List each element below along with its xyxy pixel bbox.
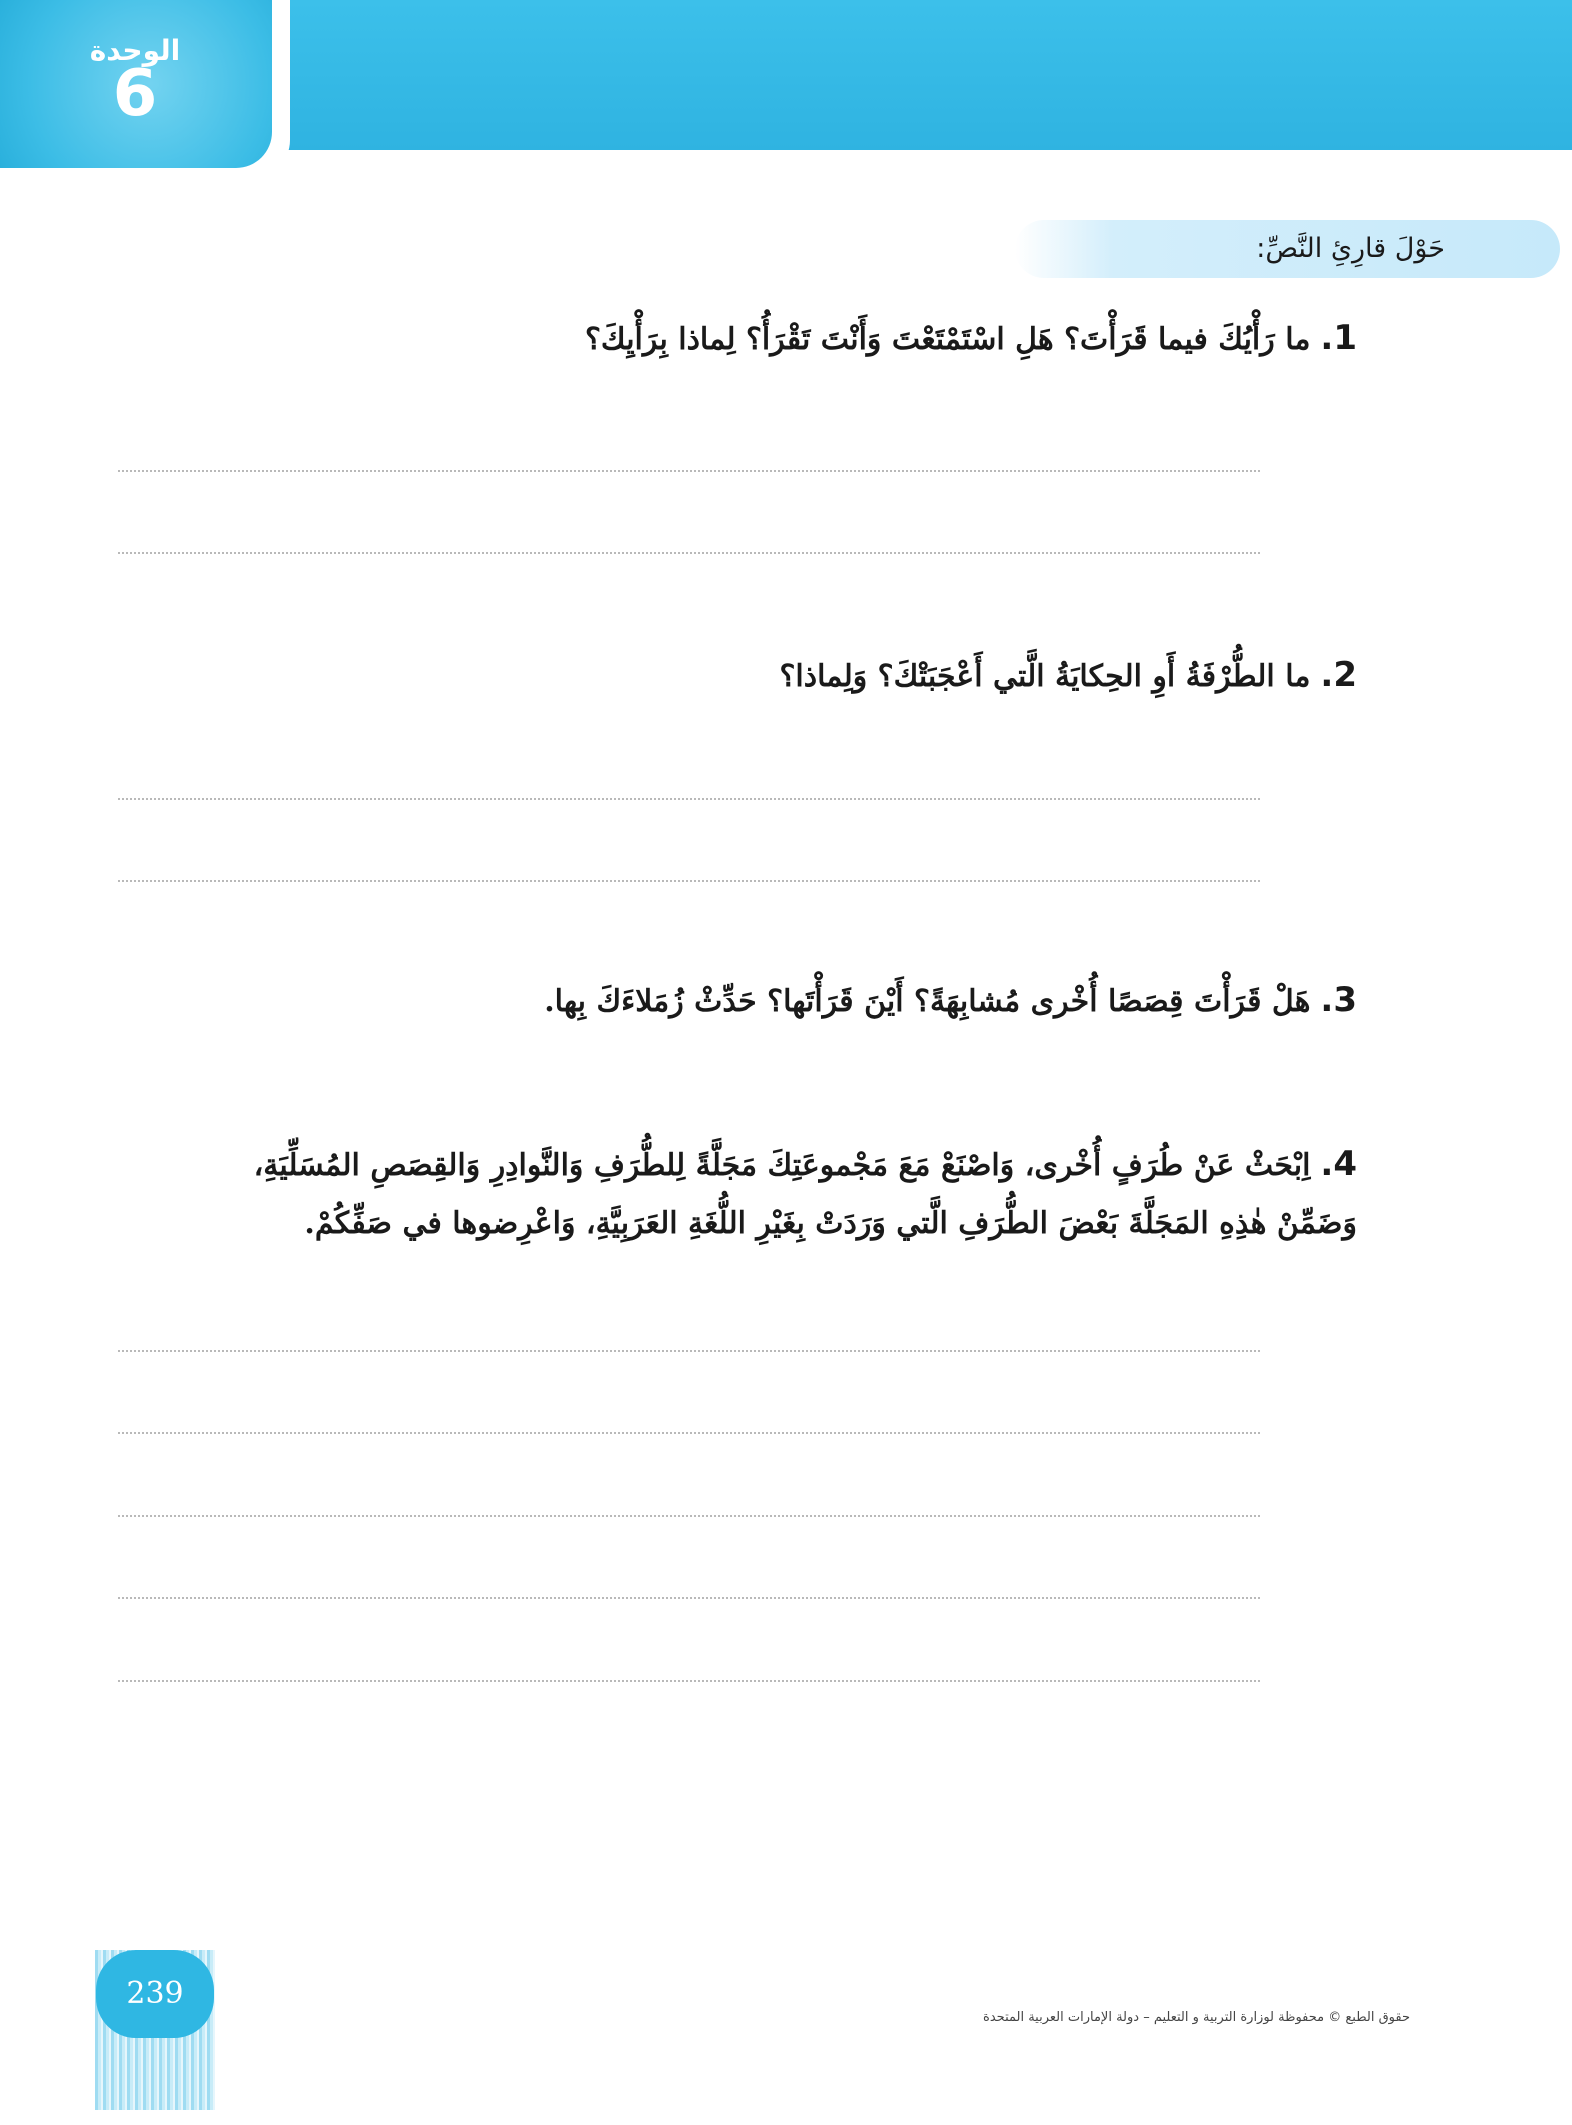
question-1 (117, 318, 1357, 358)
question-4-line-1 (117, 1135, 1357, 1195)
question-4-text-line-2: وَضَمِّنْ هٰذِهِ المَجَلَّةَ بَعْضَ الطُّرَفِ الَّتي وَرَدَتْ بِغَيْرِ اللُّغَةِ العَرَبِيَّةِ، وَاعْرِضوها في صَفِّكُمْ. (304, 1206, 1357, 1241)
question-1-text: ما رَأْيُكَ فيما قَرَأْتَ؟ هَلِ اسْتَمْتَعْتَ وَأَنْتَ تَقْرَأُ؟ لِماذا بِرَأْيِكَ؟ (585, 322, 1311, 357)
answer-line[interactable] (118, 552, 1260, 554)
footer-copyright: حقوق الطبع © محفوظة لوزارة التربية و التعليم – دولة الإمارات العربية المتحدة (983, 2010, 1410, 2025)
answer-line[interactable] (118, 880, 1260, 882)
question-4 (117, 1135, 1357, 1253)
question-3-text: هَلْ قَرَأْتَ قِصَصًا أُخْرى مُشابِهَةً؟ أَيْنَ قَرَأْتَها؟ حَدِّثْ زُمَلاءَكَ بِها. (544, 984, 1311, 1019)
unit-label: الوحدة (89, 34, 181, 67)
question-3 (117, 980, 1357, 1020)
answer-line[interactable] (118, 1432, 1260, 1434)
question-4-text-line-1: اِبْحَثْ عَنْ طُرَفٍ أُخْرى، وَاصْنَعْ مَعَ مَجْموعَتِكَ مَجَلَّةً لِلطُّرَفِ وَالنَّوادِرِ وَالقِصَصِ المُسَلِّيَةِ، (253, 1148, 1311, 1183)
answer-line[interactable] (118, 1597, 1260, 1599)
page-number: 239 (96, 1950, 214, 2038)
answer-line[interactable] (118, 1350, 1260, 1352)
section-title: حَوْلَ قارِئِ النَّصِّ: (1256, 233, 1445, 264)
unit-number: 6 (112, 57, 158, 131)
unit-badge (0, 0, 272, 168)
answer-line[interactable] (118, 1515, 1260, 1517)
answer-line[interactable] (118, 798, 1260, 800)
question-4-number: 4. (1320, 1144, 1357, 1184)
answer-line[interactable] (118, 1680, 1260, 1682)
question-3-number: 3. (1320, 980, 1357, 1020)
question-2-text: ما الطُّرْفَةُ أَوِ الحِكايَةُ الَّتي أَعْجَبَتْكَ؟ وَلِماذا؟ (779, 659, 1311, 694)
answer-line[interactable] (118, 470, 1260, 472)
question-1-number: 1. (1320, 318, 1357, 358)
question-2 (117, 655, 1357, 695)
question-2-number: 2. (1320, 655, 1357, 695)
